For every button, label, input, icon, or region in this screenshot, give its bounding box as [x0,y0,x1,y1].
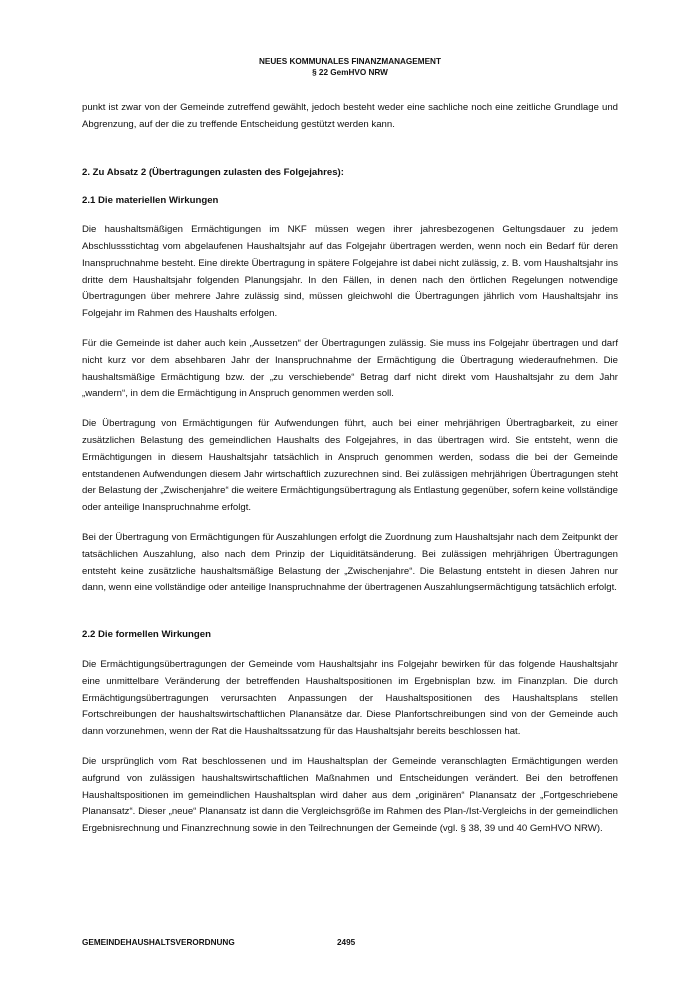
page-header [0,56,700,78]
page-number: 2495 [337,938,356,947]
header-title: NEUES KOMMUNALES FINANZMANAGEMENT [259,57,441,66]
paragraph-2-1-4: Bei der Übertragung von Ermächtigungen für Auszahlungen erfolgt die Zuordnung zum Haushaltsjahr nach dem Zeitpunkt der tatsächlichen Auszahlung, also nach dem Prinzip der Liquiditätsänderung. Bei zulässigen mehrjährigen Übertragungen entsteht keine zusätzliche haushaltsmäßige Belastung der „Zwischenjahre“. Die Belastung entsteht in diesen Jahren nur dann, wenn eine vollständige oder anteilige Inanspruchnahme der übertragenen Auszahlungsermächtigung tatsächlich erfolgt. [82,531,618,594]
footer-title: GEMEINDEHAUSHALTSVERORDNUNG [82,938,235,947]
section-2-2-heading: 2.2 Die formellen Wirkungen [82,629,211,641]
paragraph-2-1-2: Für die Gemeinde ist daher auch kein „Aussetzen“ der Übertragungen zulässig. Sie muss ins Folgejahr übertragen und darf nicht kurz vor dem absehbaren Jahr der Inanspruchnahme der Ermächtigung die Übertragung wiederaufnehmen. Die haushaltsmäßige Ermächtigung bzw. der „zu verschiebende“ Betrag darf nicht direkt vom Haushaltsjahr zu dem Jahr „wandern“, in dem die Ermächtigung in Anspruch genommen werden soll. [82,337,618,400]
header-subtitle: § 22 GemHVO NRW [312,68,388,77]
page-body [82,100,618,838]
paragraph-2-1-3: Die Übertragung von Ermächtigungen für Aufwendungen führt, auch bei einer mehrjährigen Übertragbarkeit, zu einer zusätzlichen Belastung des gemeindlichen Haushalts des Folgejahres, in das übertragen wird. Sie entsteht, wenn die Ermächtigungen in diesem Haushaltsjahr tatsächlich in Anspruch genommen werden, sodass die bei der Gemeinde entstandenen Aufwendungen diesem Jahr wirtschaftlich zuzurechnen sind. Bei zulässigen mehrjährigen Übertragungen steht der Belastung der „Zwischenjahre“ die weitere Ermächtigungsübertragung als Entlastung gegenüber, sofern keine vollständige oder anteilige Inanspruchnahme erfolgt. [82,418,618,514]
section-2-1-heading: 2.1 Die materiellen Wirkungen [82,195,219,207]
paragraph-2-2-1: Die Ermächtigungsübertragungen der Gemeinde vom Haushaltsjahr ins Folgejahr bewirken für das folgende Haushaltsjahr eine unmittelbare Veränderung der betreffenden Haushaltspositionen im Ergebnisplan bzw. im Finanzplan. Die durch Ermächtigungsübertragungen verursachten Anpassungen der Haushaltspositionen des Haushaltsplans stellen Fortschreibungen der haushaltswirtschaftlichen Planansätze dar. Diese Planfortschreibungen sind von der Gemeinde auch dann vorzunehmen, wenn der Rat die Haushaltssatzung für das Haushaltsjahr bereits beschlossen hat. [82,658,618,738]
page-footer [82,937,356,948]
paragraph-2-2-2: Die ursprünglich vom Rat beschlossenen und im Haushaltsplan der Gemeinde veranschlagten Ermächtigungen werden aufgrund von zulässigen haushaltswirtschaftlichen Maßnahmen und Entscheidungen verändert. Bei den betroffenen Haushaltspositionen im gemeindlichen Haushaltsplan wird daher aus dem „originären“ Planansatz der „Fortgeschriebene Planansatz“. Dieser „neue“ Planansatz ist dann die Vergleichsgröße im Rahmen des Plan-/Ist-Vergleichs in der gemeindlichen Ergebnisrechnung und Finanzrechnung sowie in den Teilrechnungen der Gemeinde (vgl. § 38, 39 und 40 GemHVO NRW). [82,755,618,835]
section-2-heading: 2. Zu Absatz 2 (Übertragungen zulasten des Folgejahres): [82,166,344,178]
paragraph-2-1-1: Die haushaltsmäßigen Ermächtigungen im NKF müssen wegen ihrer jahresbezogenen Geltungsdauer zu jedem Abschlussstichtag vom abgelaufenen Haushaltsjahr auf das Folgejahr übertragen werden, wenn noch ein Bedarf für deren Inanspruchnahme besteht. Eine direkte Übertragung in spätere Folgejahre ist dabei nicht zulässig, z. B. vom Haushaltsjahr ins dritte dem Haushaltsjahr folgenden Planungsjahr. In den Fällen, in denen nach den örtlichen Regelungen notwendige Übertragungen über mehrere Jahre zulässig sind, müssen gleichwohl die Übertragungen jährlich vom Haushaltsjahr ins Folgejahr im Rahmen des Haushalts erfolgen. [82,224,618,320]
intro-paragraph: punkt ist zwar von der Gemeinde zutreffend gewählt, jedoch besteht weder eine sachliche noch eine zeitliche Grundlage und Abgrenzung, auf der die zu treffende Entscheidung gestützt werden kann. [82,102,618,130]
